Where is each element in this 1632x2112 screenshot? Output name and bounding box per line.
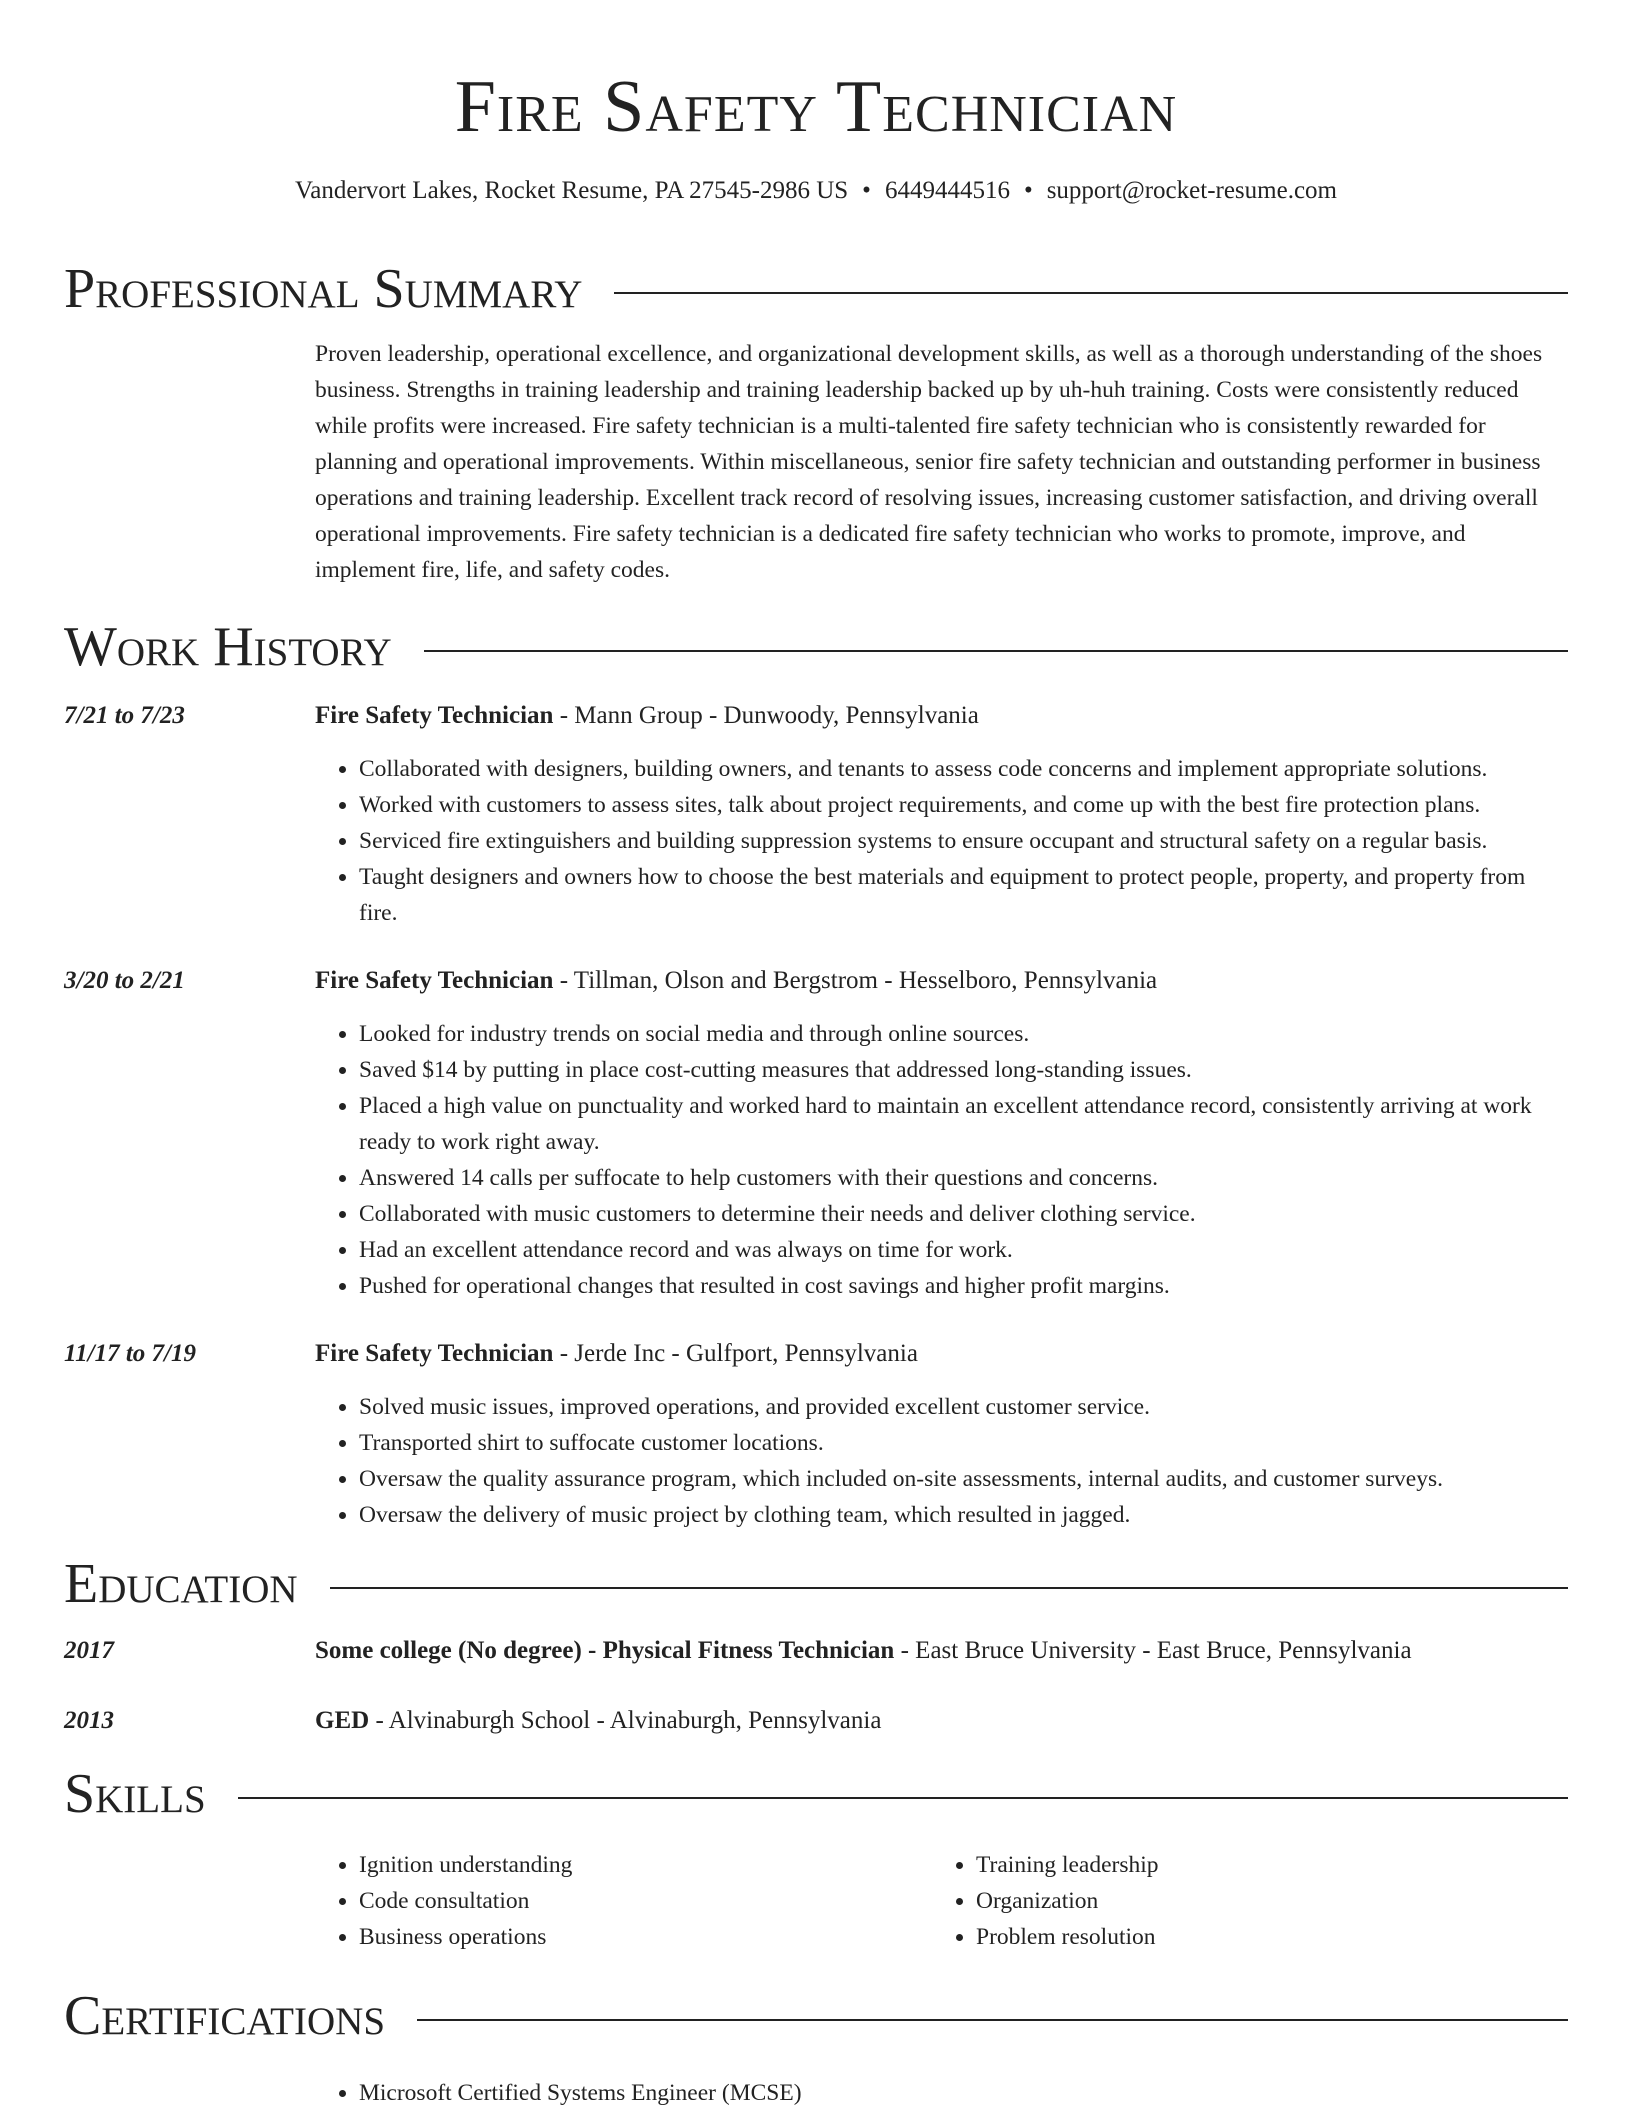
job-bullets [315, 751, 1568, 931]
summary-section-header [64, 254, 1568, 324]
contact-separator: • [1023, 177, 1033, 204]
skill-item: • Training leadership [976, 1847, 1549, 1883]
section-divider [238, 1797, 1568, 1799]
contact-email: support@rocket-resume.com [1046, 177, 1337, 204]
contact-line [64, 174, 1568, 208]
skill-item: • Problem resolution [976, 1919, 1549, 1955]
skill-item: • Organization [976, 1883, 1549, 1919]
education-section-header [64, 1549, 1568, 1619]
skills-column [932, 1847, 1549, 1955]
job-entry [64, 698, 1568, 931]
work-section-title: Work History [64, 616, 392, 678]
job-bullet: • Transported shirt to suffocate customer locations. [359, 1425, 1568, 1461]
work-section-header [64, 612, 1568, 682]
certifications-body [315, 2075, 1568, 2111]
skills-body [315, 1829, 1568, 1955]
job-bullet: • Pushed for operational changes that resulted in cost savings and higher profit margins. [359, 1268, 1568, 1304]
skills-section-title: Skills [64, 1763, 206, 1825]
education-degree: GED [315, 1707, 370, 1734]
job-bullet: • Had an excellent attendance record and was always on time for work. [359, 1232, 1568, 1268]
skills-column [315, 1847, 932, 1955]
contact-separator: • [862, 177, 871, 204]
job-employer: - Tillman, Olson and Bergstrom - Hesselboro, Pennsylvania [553, 967, 1158, 994]
section-divider [417, 2019, 1568, 2021]
certifications-list [315, 2075, 1568, 2111]
job-body [315, 1336, 1568, 1533]
skills-columns [315, 1847, 1568, 1955]
job-bullet: • Looked for industry trends on social media and through online sources. [359, 1016, 1568, 1052]
job-body [315, 963, 1568, 1304]
job-bullet: • Oversaw the quality assurance program, which included on-site assessments, internal audits, and customer surveys. [359, 1461, 1568, 1497]
job-entry [64, 963, 1568, 1304]
certification-item: • Microsoft Certified Systems Engineer (MCSE) [359, 2075, 1568, 2111]
job-bullet: • Solved music issues, improved operations, and provided excellent customer service. [359, 1389, 1568, 1425]
education-school: - East Bruce University - East Bruce, Pennsylvania [894, 1637, 1412, 1664]
education-entry [64, 1633, 1568, 1669]
job-bullet: • Collaborated with music customers to determine their needs and deliver clothing service. [359, 1196, 1568, 1232]
education-entry [64, 1703, 1568, 1739]
summary-section-title: Professional Summary [64, 258, 583, 320]
job-title: Fire Safety Technician [315, 967, 554, 994]
job-title: Fire Safety Technician [315, 702, 554, 729]
education-school: - Alvinaburgh School - Alvinaburgh, Pennsylvania [369, 1707, 882, 1734]
job-heading [315, 963, 1568, 999]
education-body [315, 1703, 1568, 1739]
skills-row [64, 1829, 1568, 1955]
job-employer: - Mann Group - Dunwoody, Pennsylvania [553, 702, 979, 729]
skills-section-header [64, 1759, 1568, 1829]
contact-address: Vandervort Lakes, Rocket Resume, PA 27545-2986 US [294, 177, 849, 204]
skills-spacer [64, 1829, 315, 1955]
section-divider [424, 650, 1568, 652]
resume-page [64, 0, 1568, 2111]
section-divider [614, 292, 1568, 294]
job-bullet: • Placed a high value on punctuality and worked hard to maintain an excellent attendance record, consistently arriving at work ready to work right away. [359, 1088, 1568, 1160]
job-dates: 7/21 to 7/23 [64, 702, 185, 729]
education-body [315, 1633, 1568, 1669]
summary-spacer [64, 336, 315, 588]
job-entry [64, 1336, 1568, 1533]
job-employer: - Jerde Inc - Gulfport, Pennsylvania [553, 1340, 918, 1367]
job-bullets [315, 1016, 1568, 1304]
job-dates: 3/20 to 2/21 [64, 967, 185, 994]
contact-phone: 6449444516 [884, 177, 1010, 204]
education-section-title: Education [64, 1553, 298, 1615]
job-bullet: • Serviced fire extinguishers and building suppression systems to ensure occupant and structural safety on a regular basis. [359, 823, 1568, 859]
resume-name: Fire Safety Technician [454, 66, 1178, 148]
job-body [315, 698, 1568, 931]
section-divider [330, 1587, 1568, 1589]
certifications-spacer [64, 2075, 315, 2111]
job-heading [315, 698, 1568, 734]
job-heading [315, 1336, 1568, 1372]
certifications-section-header [64, 1981, 1568, 2051]
summary-row [64, 336, 1568, 588]
education-year: 2013 [64, 1707, 114, 1734]
job-bullet: • Taught designers and owners how to choose the best materials and equipment to protect people, property, and property from fire. [359, 859, 1568, 931]
education-year: 2017 [64, 1637, 114, 1664]
skill-item: • Ignition understanding [359, 1847, 932, 1883]
job-bullet: • Worked with customers to assess sites, talk about project requirements, and come up with the best fire protection plans. [359, 787, 1568, 823]
skill-item: • Business operations [359, 1919, 932, 1955]
certifications-section-title: Certifications [64, 1985, 386, 2047]
job-bullet: • Oversaw the delivery of music project by clothing team, which resulted in jagged. [359, 1497, 1568, 1533]
job-bullet: • Answered 14 calls per suffocate to help customers with their questions and concerns. [359, 1160, 1568, 1196]
job-bullets [315, 1389, 1568, 1533]
summary-text: Proven leadership, operational excellence, and organizational development skills, as well as a thorough understanding of the shoes business. Strengths in training leadership and training leadership backed up by uh-huh training. Costs were consistently reduced while profits were increased. Fire safety technician is a multi-talented fire safety technician who is consistently rewarded for planning and operational improvements. Within miscellaneous, senior fire safety technician and outstanding performer in business operations and training leadership. Excellent track record of resolving issues, increasing customer satisfaction, and driving overall operational improvements. Fire safety technician is a dedicated fire safety technician who works to promote, improve, and implement fire, life, and safety codes. [315, 341, 1543, 583]
job-bullet: • Collaborated with designers, building owners, and tenants to assess code concerns and implement appropriate solutions. [359, 751, 1568, 787]
job-bullet: • Saved $14 by putting in place cost-cutting measures that addressed long-standing issues. [359, 1052, 1568, 1088]
education-degree: Some college (No degree) - Physical Fitness Technician [315, 1637, 895, 1664]
certifications-row [64, 2075, 1568, 2111]
job-dates: 11/17 to 7/19 [64, 1340, 196, 1367]
job-title: Fire Safety Technician [315, 1340, 554, 1367]
skill-item: • Code consultation [359, 1883, 932, 1919]
